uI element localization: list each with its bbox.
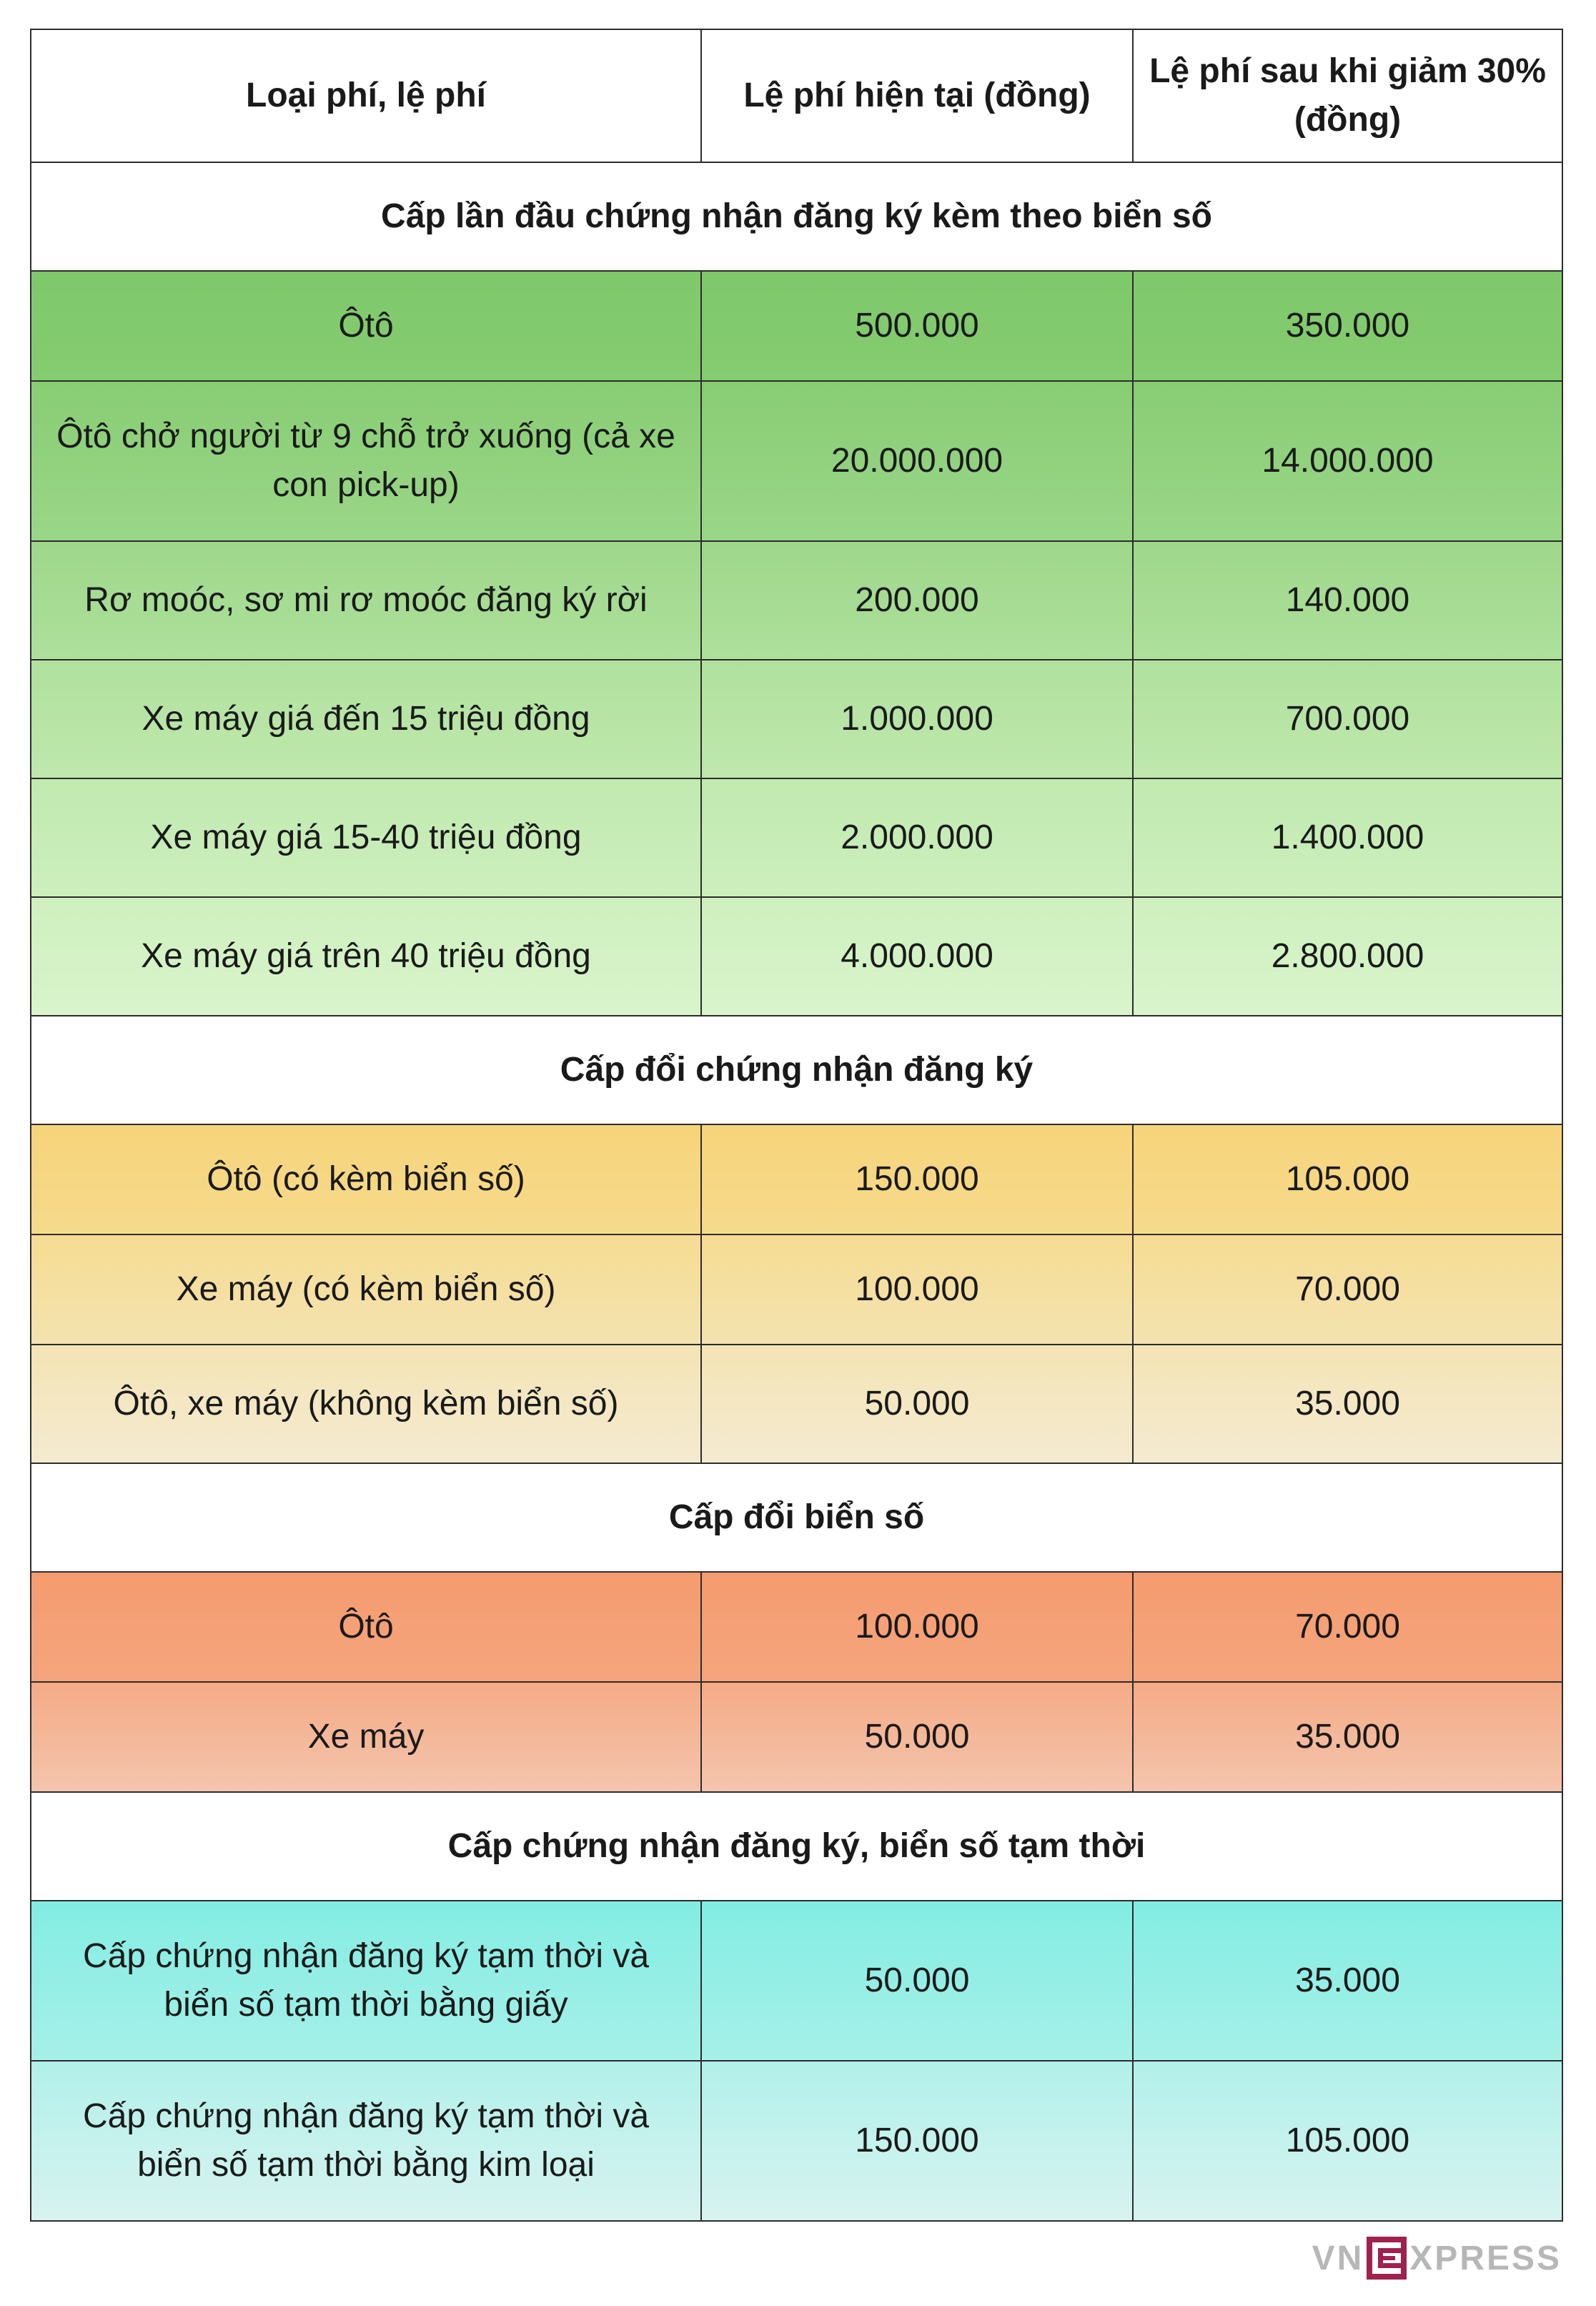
reduced-fee-cell: 350.000 xyxy=(1133,271,1562,381)
reduced-fee-cell: 35.000 xyxy=(1133,1682,1562,1792)
logo-prefix: VN xyxy=(1312,2239,1364,2277)
current-fee-cell: 4.000.000 xyxy=(701,897,1133,1016)
current-fee-cell: 50.000 xyxy=(701,1345,1133,1463)
fee-type-cell: Xe máy (có kèm biển số) xyxy=(31,1234,701,1345)
vnexpress-logo xyxy=(1312,2235,1562,2282)
table-row xyxy=(31,541,1562,660)
reduced-fee-cell: 105.000 xyxy=(1133,2061,1562,2221)
table-row xyxy=(31,2061,1562,2221)
current-fee-cell: 1.000.000 xyxy=(701,660,1133,778)
fee-table xyxy=(30,29,1563,2222)
reduced-fee-cell: 35.000 xyxy=(1133,1901,1562,2061)
reduced-fee-cell: 1.400.000 xyxy=(1133,778,1562,897)
section-row xyxy=(31,1792,1562,1901)
header-reduced-fee: Lệ phí sau khi giảm 30% (đồng) xyxy=(1133,29,1562,162)
section-row xyxy=(31,1016,1562,1124)
current-fee-cell: 20.000.000 xyxy=(701,381,1133,541)
header-fee-type: Loại phí, lệ phí xyxy=(31,29,701,162)
fee-type-cell: Xe máy giá đến 15 triệu đồng xyxy=(31,660,701,778)
table-row xyxy=(31,1901,1562,2061)
reduced-fee-cell: 140.000 xyxy=(1133,541,1562,660)
section-title: Cấp đổi chứng nhận đăng ký xyxy=(31,1016,1562,1124)
table-row xyxy=(31,778,1562,897)
current-fee-cell: 150.000 xyxy=(701,2061,1133,2221)
section-title: Cấp chứng nhận đăng ký, biển số tạm thời xyxy=(31,1792,1562,1901)
reduced-fee-cell: 70.000 xyxy=(1133,1572,1562,1682)
table-row xyxy=(31,1572,1562,1682)
fee-type-cell: Rơ moóc, sơ mi rơ moóc đăng ký rời xyxy=(31,541,701,660)
fee-type-cell: Xe máy giá 15-40 triệu đồng xyxy=(31,778,701,897)
section-title: Cấp đổi biển số xyxy=(31,1463,1562,1572)
current-fee-cell: 150.000 xyxy=(701,1124,1133,1234)
table-row xyxy=(31,897,1562,1016)
header-row xyxy=(31,29,1562,162)
fee-type-cell: Ôtô xyxy=(31,271,701,381)
reduced-fee-cell: 14.000.000 xyxy=(1133,381,1562,541)
current-fee-cell: 100.000 xyxy=(701,1572,1133,1682)
fee-type-cell: Cấp chứng nhận đăng ký tạm thời và biển số tạm thời bằng kim loại xyxy=(31,2061,701,2221)
section-title: Cấp lần đầu chứng nhận đăng ký kèm theo biển số xyxy=(31,162,1562,271)
reduced-fee-cell: 105.000 xyxy=(1133,1124,1562,1234)
current-fee-cell: 50.000 xyxy=(701,1682,1133,1792)
fee-type-cell: Ôtô chở người từ 9 chỗ trở xuống (cả xe con pick-up) xyxy=(31,381,701,541)
reduced-fee-cell: 35.000 xyxy=(1133,1345,1562,1463)
reduced-fee-cell: 70.000 xyxy=(1133,1234,1562,1345)
logo-e-mark-icon xyxy=(1367,2237,1407,2280)
current-fee-cell: 50.000 xyxy=(701,1901,1133,2061)
section-row xyxy=(31,162,1562,271)
header-current-fee: Lệ phí hiện tại (đồng) xyxy=(701,29,1133,162)
reduced-fee-cell: 2.800.000 xyxy=(1133,897,1562,1016)
fee-type-cell: Ôtô xyxy=(31,1572,701,1682)
table-row xyxy=(31,1124,1562,1234)
table-row xyxy=(31,1234,1562,1345)
current-fee-cell: 200.000 xyxy=(701,541,1133,660)
reduced-fee-cell: 700.000 xyxy=(1133,660,1562,778)
fee-type-cell: Xe máy xyxy=(31,1682,701,1792)
current-fee-cell: 500.000 xyxy=(701,271,1133,381)
table-row xyxy=(31,1682,1562,1792)
current-fee-cell: 2.000.000 xyxy=(701,778,1133,897)
fee-type-cell: Xe máy giá trên 40 triệu đồng xyxy=(31,897,701,1016)
fee-type-cell: Ôtô (có kèm biển số) xyxy=(31,1124,701,1234)
table-row xyxy=(31,1345,1562,1463)
table-row xyxy=(31,381,1562,541)
table-row xyxy=(31,660,1562,778)
table-row xyxy=(31,271,1562,381)
logo-suffix: XPRESS xyxy=(1409,2239,1562,2277)
fee-type-cell: Ôtô, xe máy (không kèm biển số) xyxy=(31,1345,701,1463)
current-fee-cell: 100.000 xyxy=(701,1234,1133,1345)
fee-type-cell: Cấp chứng nhận đăng ký tạm thời và biển số tạm thời bằng giấy xyxy=(31,1901,701,2061)
section-row xyxy=(31,1463,1562,1572)
